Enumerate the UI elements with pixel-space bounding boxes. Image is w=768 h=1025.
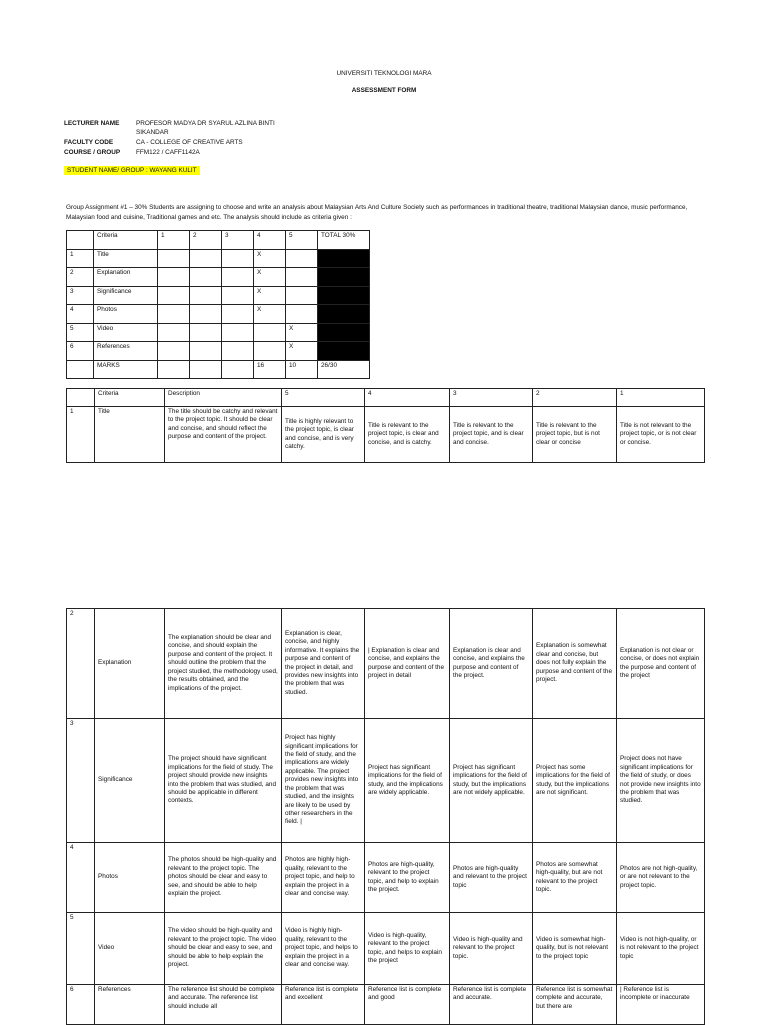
score-row-criteria: Video <box>94 323 158 342</box>
score-row <box>67 286 370 305</box>
score-cell <box>190 286 222 305</box>
score-table <box>66 230 370 379</box>
marks-cell <box>158 360 190 379</box>
score-cell <box>222 286 254 305</box>
rubric-table <box>66 388 705 463</box>
score-header-cell: 4 <box>254 231 286 250</box>
score-cell: X <box>286 323 318 342</box>
score-cell <box>286 249 318 268</box>
faculty-label: FACULTY CODE <box>64 139 114 146</box>
score-cell <box>158 323 190 342</box>
score-cell <box>222 249 254 268</box>
rubric-score-2: Project has some implications for the field of study, but the implications are not significant. <box>533 719 617 843</box>
rubric-score-5: Explanation is clear, concise, and highly informative. It explains the purpose and content of the project in detail, and provides new insights into the problem that was studied. <box>282 609 365 719</box>
rubric-row <box>67 609 705 719</box>
score-cell: X <box>254 286 286 305</box>
lecturer-label: LECTURER NAME <box>64 120 120 127</box>
rubric-score-1: | Reference list is incomplete or inaccurate <box>617 985 705 1025</box>
rubric-header-cell: Criteria <box>95 389 165 407</box>
rubric-row <box>67 985 705 1025</box>
rubric-header-cell: 3 <box>450 389 533 407</box>
course-value: FFM122 / CAFF1142A <box>136 149 200 156</box>
rubric-score-3: Video is high-quality and relevant to the project topic. <box>450 913 533 985</box>
score-cell: X <box>254 305 286 324</box>
score-row-number: 5 <box>67 323 94 342</box>
score-cell <box>222 305 254 324</box>
rubric-score-1: Video is not high-quality, or is not relevant to the project topic <box>617 913 705 985</box>
lecturer-value-line2: SIKANDAR <box>136 129 169 136</box>
rubric-score-4: Photos are high-quality, relevant to the project topic, and help to explain the project. <box>365 843 450 913</box>
rubric-row-criteria: Title <box>95 407 165 463</box>
score-cell <box>190 268 222 287</box>
student-group-highlight: STUDENT NAME/ GROUP : WAYANG KULIT <box>64 166 200 175</box>
university-name: UNIVERSITI TEKNOLOGI MARA <box>336 70 432 77</box>
rubric-row-criteria: Explanation <box>95 609 165 719</box>
rubric-header-cell <box>67 389 95 407</box>
score-cell <box>158 305 190 324</box>
rubric-score-5: Reference list is complete and excellent <box>282 985 365 1025</box>
score-cell: X <box>286 342 318 361</box>
rubric-row <box>67 913 705 985</box>
rubric-header-cell: 1 <box>617 389 705 407</box>
rubric-header-cell: 5 <box>282 389 365 407</box>
total-cell-blacked <box>318 249 370 268</box>
score-header-cell: 1 <box>158 231 190 250</box>
rubric-score-1: Photos are not high-quality, or are not relevant to the project topic. <box>617 843 705 913</box>
faculty-value: CA - COLLEGE OF CREATIVE ARTS <box>136 139 243 146</box>
marks-row <box>67 360 370 379</box>
marks-row-number <box>67 360 94 379</box>
score-cell <box>190 249 222 268</box>
rubric-score-2: Title is relevant to the project topic, but is not clear or concise <box>533 407 617 463</box>
rubric-row-number: 2 <box>67 609 95 719</box>
total-cell-blacked <box>318 342 370 361</box>
rubric-score-2: Video is somewhat high-quality, but is not relevant to the project topic <box>533 913 617 985</box>
rubric-header-cell: Description <box>165 389 282 407</box>
score-cell <box>158 286 190 305</box>
score-cell <box>254 323 286 342</box>
score-cell <box>222 342 254 361</box>
score-row-criteria: Title <box>94 249 158 268</box>
score-cell <box>190 342 222 361</box>
score-row <box>67 323 370 342</box>
rubric-score-4: Title is relevant to the project topic, is clear and concise, and is catchy. <box>365 407 450 463</box>
marks-label: MARKS <box>94 360 158 379</box>
rubric-score-3: Project has significant implications for the field of study, but the implications are not widely applicable. <box>450 719 533 843</box>
rubric-score-5: Title is highly relevant to the project topic, is clear and concise, and is very catchy. <box>282 407 365 463</box>
rubric-score-3: Title is relevant to the project topic, and is clear and concise. <box>450 407 533 463</box>
score-cell <box>158 268 190 287</box>
score-cell <box>158 249 190 268</box>
form-title: ASSESSMENT FORM <box>351 87 417 94</box>
score-cell <box>190 305 222 324</box>
rubric-description: The title should be catchy and relevant to the project topic. It should be clear and concise, and should reflect the purpose and content of the project. <box>165 407 282 463</box>
score-row-number: 3 <box>67 286 94 305</box>
score-cell <box>286 286 318 305</box>
rubric-score-1: Explanation is not clear or concise, or does not explain the purpose and content of the project <box>617 609 705 719</box>
rubric-row-number: 1 <box>67 407 95 463</box>
score-row <box>67 268 370 287</box>
rubric-score-5: Video is highly high-quality, relevant to the project topic, and helps to explain the project in a clear and concise way. <box>282 913 365 985</box>
rubric-row-number: 4 <box>67 843 95 913</box>
rubric-row <box>67 407 705 463</box>
rubric-header-cell: 4 <box>365 389 450 407</box>
lecturer-value-line1: PROFESOR MADYA DR SYARUL AZLINA BINTI <box>136 120 275 127</box>
score-row-criteria: References <box>94 342 158 361</box>
rubric-score-1: Project does not have significant implications for the field of study, or does not provide new insights into the problem that was studied. <box>617 719 705 843</box>
rubric-header-cell: 2 <box>533 389 617 407</box>
total-cell-blacked <box>318 286 370 305</box>
score-row-criteria: Explanation <box>94 268 158 287</box>
rubric-table-continued <box>66 608 705 1025</box>
marks-cell: 16 <box>254 360 286 379</box>
rubric-row <box>67 719 705 843</box>
rubric-row-criteria: References <box>95 985 165 1025</box>
score-row <box>67 342 370 361</box>
rubric-header-row <box>67 389 705 407</box>
marks-cell <box>222 360 254 379</box>
rubric-row-criteria: Video <box>95 913 165 985</box>
rubric-row-criteria: Photos <box>95 843 165 913</box>
score-header-cell <box>67 231 94 250</box>
score-row-number: 4 <box>67 305 94 324</box>
rubric-row-criteria: Significance <box>95 719 165 843</box>
score-row <box>67 305 370 324</box>
score-header-cell: TOTAL 30% <box>318 231 370 250</box>
rubric-description: The video should be high-quality and relevant to the project topic. The video should be clear and easy to see, and should be able to help explain the project. <box>165 913 282 985</box>
score-row-number: 6 <box>67 342 94 361</box>
rubric-score-3: Reference list is complete and accurate. <box>450 985 533 1025</box>
score-row-number: 2 <box>67 268 94 287</box>
rubric-description: The explanation should be clear and concise, and should explain the purpose and content of the project. It should outline the problem that the project studied, the methodology used, the results obtained, and the implications of the project. <box>165 609 282 719</box>
score-cell <box>222 323 254 342</box>
marks-cell <box>190 360 222 379</box>
score-header-cell: 3 <box>222 231 254 250</box>
rubric-score-3: Explanation is clear and concise, and explains the purpose and content of the project. <box>450 609 533 719</box>
score-row-criteria: Photos <box>94 305 158 324</box>
score-row-criteria: Significance <box>94 286 158 305</box>
rubric-row-number: 3 <box>67 719 95 843</box>
rubric-row <box>67 843 705 913</box>
rubric-score-2: Reference list is somewhat complete and accurate, but there are <box>533 985 617 1025</box>
rubric-description: The reference list should be complete and accurate. The reference list should include all <box>165 985 282 1025</box>
rubric-score-2: Explanation is somewhat clear and concise, but does not fully explain the purpose and content of the project. <box>533 609 617 719</box>
score-cell: X <box>254 249 286 268</box>
marks-total: 26/30 <box>318 360 370 379</box>
rubric-score-4: Reference list is complete and good <box>365 985 450 1025</box>
rubric-score-1: Title is not relevant to the project topic, or is not clear or concise. <box>617 407 705 463</box>
assignment-description: Group Assignment #1 – 30% Students are assigning to choose and write an analysis about Malaysian Arts And Culture Society such as performances in traditional theatre, traditional Malaysian dance, music performance, Malaysian food and cuisine, Traditional games and etc. The analysis should include as criteria given : <box>66 204 688 221</box>
total-cell-blacked <box>318 305 370 324</box>
rubric-score-3: Photos are high-quality and relevant to the project topic <box>450 843 533 913</box>
score-cell: X <box>254 268 286 287</box>
rubric-score-4: Video is high-quality, relevant to the project topic, and helps to explain the project <box>365 913 450 985</box>
rubric-description: The project should have significant implications for the field of study. The project should provide new insights into the problem that was studied, and should be applicable in different contexts. <box>165 719 282 843</box>
rubric-score-5: Photos are highly high-quality, relevant to the project topic, and help to explain the project in a clear and concise way. <box>282 843 365 913</box>
rubric-description: The photos should be high-quality and relevant to the project topic. The photos should be clear and easy to see, and should be able to help explain the project. <box>165 843 282 913</box>
rubric-score-2: Photos are somewhat high-quality, but are not relevant to the project topic. <box>533 843 617 913</box>
total-cell-blacked <box>318 268 370 287</box>
rubric-score-5: Project has highly significant implications for the field of study, and the implications are widely applicable. The project provides new insights into the problem that was studied, and the insights are likely to be used by other researchers in the field. | <box>282 719 365 843</box>
course-label: COURSE / GROUP <box>64 149 121 156</box>
score-header-cell: 5 <box>286 231 318 250</box>
score-cell <box>190 323 222 342</box>
rubric-row-number: 6 <box>67 985 95 1025</box>
score-header-cell: 2 <box>190 231 222 250</box>
score-cell <box>286 305 318 324</box>
score-cell <box>158 342 190 361</box>
rubric-score-4: Project has significant implications for the field of study, and the implications are widely applicable. <box>365 719 450 843</box>
total-cell-blacked <box>318 323 370 342</box>
score-cell <box>254 342 286 361</box>
score-row-number: 1 <box>67 249 94 268</box>
score-table-header-row <box>67 231 370 250</box>
marks-cell: 10 <box>286 360 318 379</box>
score-header-cell: Criteria <box>94 231 158 250</box>
rubric-row-number: 5 <box>67 913 95 985</box>
score-cell <box>286 268 318 287</box>
score-row <box>67 249 370 268</box>
rubric-score-4: | Explanation is clear and concise, and explains the purpose and content of the project in detail <box>365 609 450 719</box>
score-cell <box>222 268 254 287</box>
